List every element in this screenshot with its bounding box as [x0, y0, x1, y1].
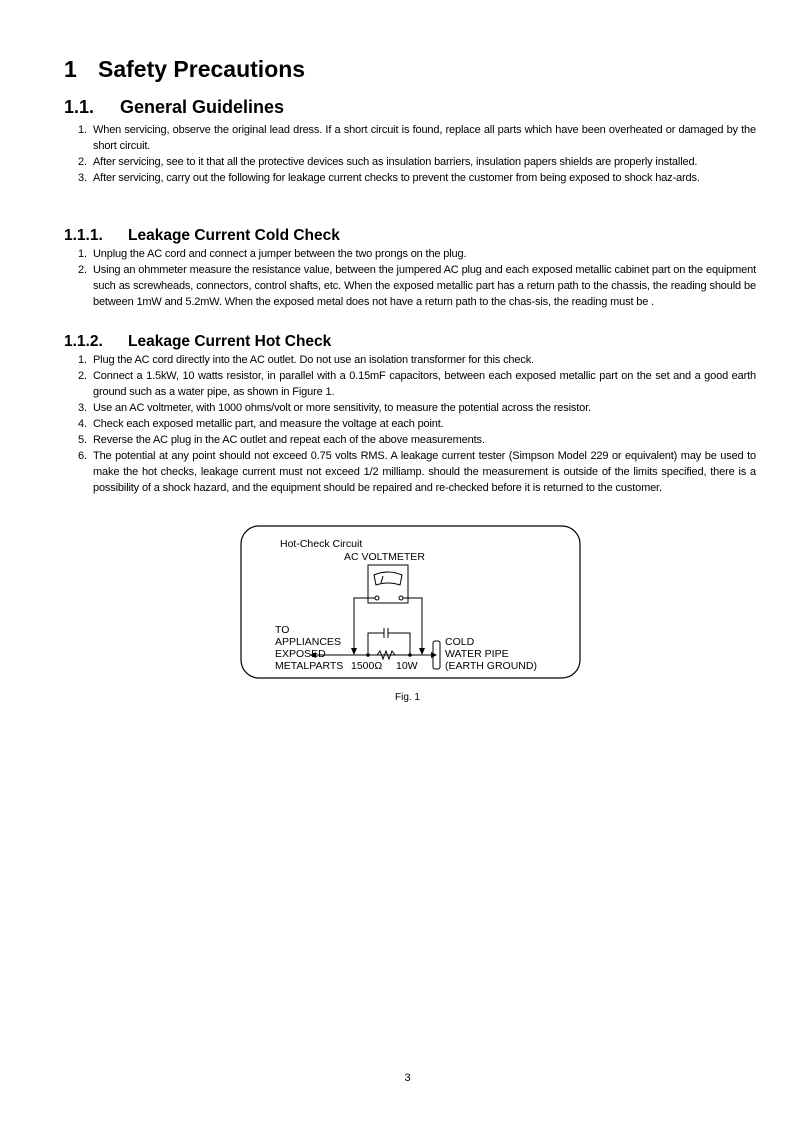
section-heading-general-guidelines: 1.1. General Guidelines — [64, 97, 285, 117]
figure-caption: Fig. 1 — [394, 692, 420, 703]
list-item: 1. Unplug the AC cord and connect a jumper between the two prongs on the plug. — [78, 248, 467, 260]
circuit-wires — [314, 598, 440, 669]
section-heading-hot-check: 1.1.2. Leakage Current Hot Check — [64, 333, 332, 350]
svg-text:(EARTH GROUND): (EARTH GROUND) — [445, 660, 537, 672]
list-item: 4. Check each exposed metallic part, and measure the voltage at each point. — [78, 418, 444, 430]
list-item: 3. After servicing, carry out the following for leakage current checks to prevent the customer from being exposed to shock haz-ards. — [78, 172, 700, 184]
list-item: 1. Plug the AC cord directly into the AC outlet. Do not use an isolation transformer for this check. — [78, 354, 534, 366]
list-item: 3. Use an AC voltmeter, with 1000 ohms/volt or more sensitivity, to measure the potential across the resistor. — [78, 402, 591, 414]
cold-check-list — [78, 246, 756, 310]
svg-text:METALPARTS: METALPARTS — [275, 660, 344, 672]
svg-text:COLD: COLD — [445, 636, 475, 648]
list-item: 2. After servicing, see to it that all the protective devices such as insulation barriers, insulation papers shields are properly installed. — [78, 156, 698, 168]
hot-check-list — [78, 352, 756, 496]
arrowheads — [310, 648, 437, 658]
list-item: 2. Connect a 1.5kW, 10 watts resistor, in parallel with a 0.15mF capacitors, between each exposed metallic part on the set and a good earth ground such as a water pipe, as shown in Figure 1. — [78, 370, 756, 398]
list-item: 6. The potential at any point should not exceed 0.75 volts RMS. A leakage current tester (Simpson Model 229 or equivalent) may be used to make the hot checks, leakage current must not exceed 1/2 milliamp. should the measurement is outside of the limits specified, there is a possibility of a shock hazard, and the equipment should be repaired and re-checked before it is returned to the customer. — [78, 450, 756, 494]
voltmeter-icon — [368, 565, 408, 603]
section-heading-cold-check: 1.1.1. Leakage Current Cold Check — [64, 227, 340, 244]
page-title: 1 Safety Precautions — [64, 56, 306, 82]
list-item: 1. When servicing, observe the original lead dress. If a short circuit is found, replace all parts which have been overheated or damaged by the short circuit. — [78, 124, 756, 152]
diagram-title: Hot-Check Circuit — [280, 538, 363, 550]
list-item: 2. Using an ohmmeter measure the resistance value, between the jumpered AC plug and each exposed metallic cabinet part on the equipment such as screwheads, connectors, control shafts, etc. When the exposed metallic part has a return path to the chassis, the reading should be between 1mW and 5.2mW. When the exposed metal does not have a return path to the chas-sis, the reading must be . — [78, 264, 756, 308]
resistance-label: 1500Ω — [351, 660, 383, 672]
hot-check-circuit-diagram — [240, 525, 582, 681]
meter-label: AC VOLTMETER — [344, 551, 425, 563]
svg-text:WATER PIPE: WATER PIPE — [445, 648, 509, 660]
svg-text:TO: TO — [275, 624, 290, 636]
svg-text:APPLIANCES: APPLIANCES — [275, 636, 341, 648]
page-number: 3 — [404, 1072, 411, 1084]
power-label: 10W — [396, 660, 418, 672]
general-guidelines-list — [78, 122, 756, 186]
svg-text:EXPOSED: EXPOSED — [275, 648, 326, 660]
list-item: 5. Reverse the AC plug in the AC outlet and repeat each of the above measurements. — [78, 434, 485, 446]
